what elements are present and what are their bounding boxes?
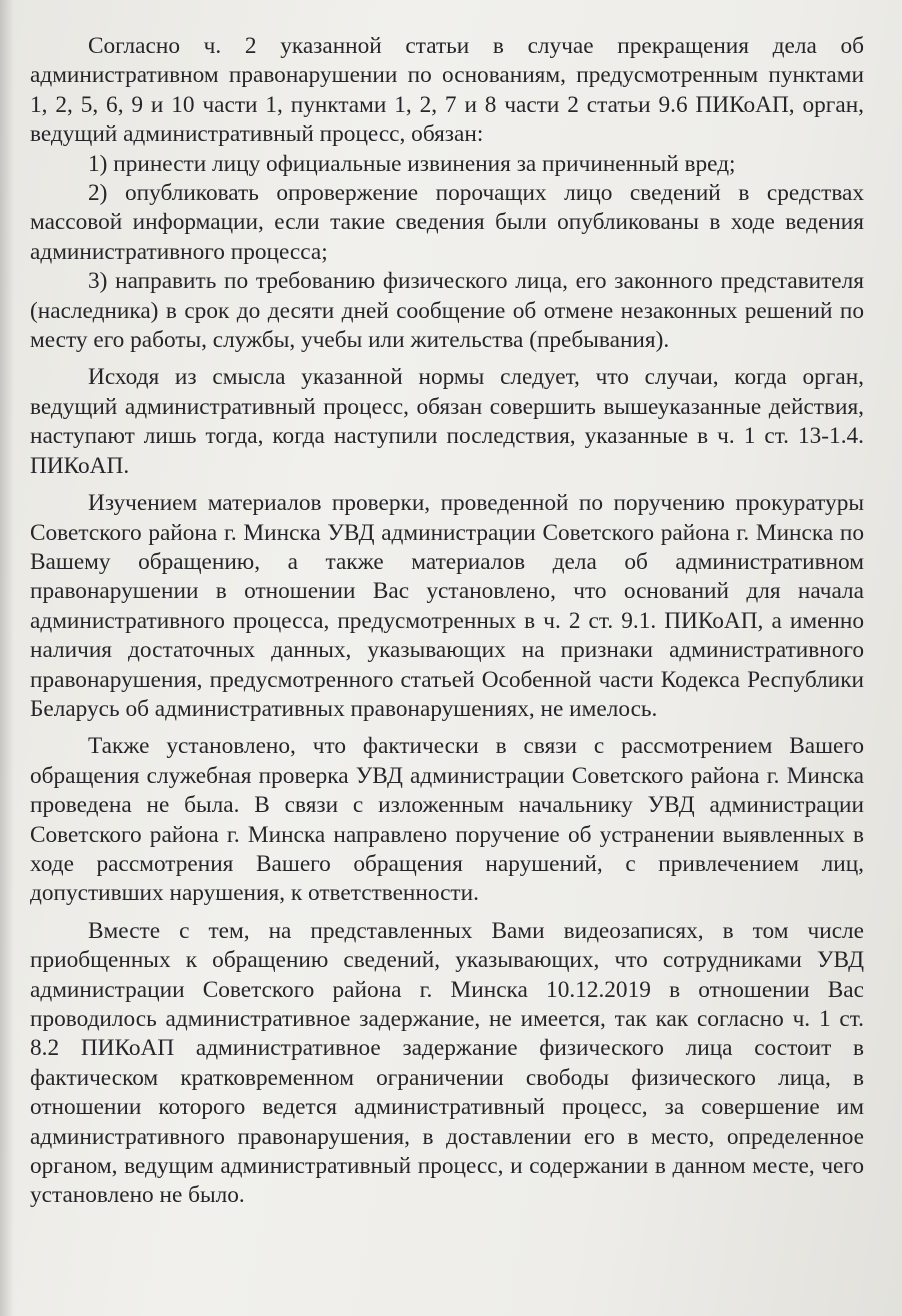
list-item-notification: 3) направить по требованию физического лица, его законного представителя (наследника) в срок до десяти дней сообщение об отмене незаконных решений по месту его работы, службы, учебы или жительства (пребывания). — [30, 268, 864, 354]
paragraph-inspection-findings: Изучением материалов проверки, проведенной по поручению прокуратуры Советского района г. Минска УВД администрации Советского района г. Минска по Вашему обращению, а также материалов дела об административном правонарушении в отношении Вас установлено, что оснований для начала административного процесса, предусмотренных в ч. 2 ст. 9.1. ПИКоАП, а именно наличия достаточных данных, указывающих на признаки административного правонарушения, предусмотренного статьей Особенной части Кодекса Республики Беларусь об административных правонарушениях, не имелось. — [30, 490, 864, 722]
list-item-refutation: 2) опубликовать опровержение порочащих лицо сведений в средствах массовой информации, если такие сведения были опубликованы в ходе ведения административного процесса; — [30, 180, 864, 265]
document-body — [30, 32, 864, 1211]
paragraph-obligations-intro: Согласно ч. 2 указанной статьи в случае прекращения дела об административном правонарушении по основаниям, предусмотренным пунктами 1, 2, 5, 6, 9 и 10 части 1, пунктами 1, 2, 7 и 8 части 2 статьи 9.6 ПИКоАП, орган, ведущий административный процесс, обязан: — [30, 33, 864, 148]
paragraph-norm-interpretation: Исходя из смысла указанной нормы следует, что случаи, когда орган, ведущий административный процесс, обязан совершить вышеуказанные действия, наступают лишь тогда, когда наступили последствия, указанные в ч. 1 ст. 13-1.4. ПИКоАП. — [30, 364, 864, 479]
list-item-apology: 1) принести лицу официальные извинения за причиненный вред; — [88, 150, 736, 177]
paragraph-internal-review: Также установлено, что фактически в связи с рассмотрением Вашего обращения служебная проверка УВД администрации Советского района г. Минска проведена не была. В связи с изложенным начальнику УВД администрации Советского района г. Минска направлено поручение об устранении выявленных в ходе рассмотрения Вашего обращения нарушений, с привлечением лиц, допустивших нарушения, к ответственности. — [30, 733, 864, 907]
paragraph-detention-conclusion: Вместе с тем, на представленных Вами видеозаписях, в том числе приобщенных к обращению сведений, указывающих, что сотрудниками УВД администрации Советского района г. Минска 10.12.2019 в отношении Вас проводилось административное задержание, не имеется, так как согласно ч. 1 ст. 8.2 ПИКоАП административное задержание физического лица состоит в фактическом кратковременном ограничении свободы физического лица, в отношении которого ведется административный процесс, за совершение им административного правонарушения, в доставлении его в место, определенное органом, ведущим административный процесс, и содержании в данном месте, чего установлено не было. — [30, 917, 864, 1209]
page-edge-shadow — [0, 0, 14, 1316]
